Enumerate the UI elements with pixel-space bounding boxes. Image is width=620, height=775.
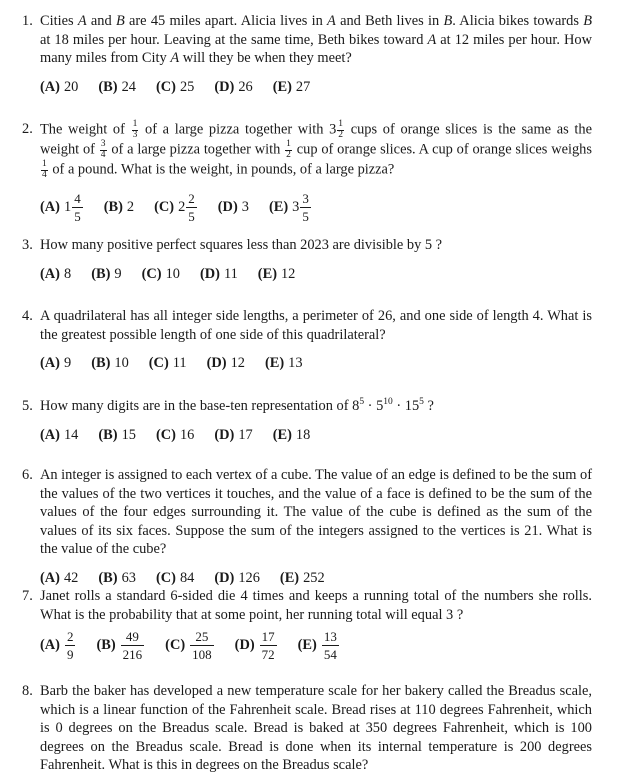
choice-d: (D) 26: [214, 78, 253, 95]
choice-b: (B) 63: [98, 569, 136, 586]
choice-b: (B) 10: [91, 355, 129, 372]
problem-7: [22, 587, 592, 661]
problem-number: 3.: [22, 237, 33, 253]
answer-choices: [40, 265, 592, 284]
choice-e: (E) 13: [264, 355, 303, 372]
fraction: $\frac{3}{4}$: [100, 139, 106, 160]
choice-b: (B) 24: [98, 78, 136, 95]
choice-a: (A) 9: [40, 355, 72, 372]
problem-text: Janet rolls a standard 6-sided die 4 times and keeps a running total of the numbers she rolls. What is the probability that at some point, her running total will equal 3 ?: [40, 588, 592, 623]
problem-text: Cities A and B are 45 miles apart. Alicia lives in A and Beth lives in B. Alicia bikes towards B at 18 miles per hour. Leaving at the same time, Beth bikes toward A at 12 miles per hour. How many miles from City A will they be when they meet?: [40, 13, 593, 67]
problem-number: 1.: [22, 13, 33, 29]
problem-1: [22, 12, 592, 96]
power-expression: $8^5 \cdot 5^{10} \cdot 15^5$: [352, 397, 424, 414]
problem-2: [22, 120, 592, 223]
choice-d: (D) 3: [217, 199, 249, 216]
fraction: $\frac{4}{5}$: [74, 191, 81, 224]
fraction: $\frac{13}{54}$: [323, 629, 337, 663]
fraction: $\frac{1}{2}$: [338, 119, 344, 140]
choice-e: (E) 27: [272, 78, 311, 95]
answer-choices: [40, 630, 592, 661]
fraction: $\frac{1}{4}$: [42, 159, 47, 180]
choice-c: (C) 10: [141, 265, 180, 282]
choice-c: (C) 11: [148, 355, 187, 372]
choice-d: (D) 17: [214, 426, 253, 443]
problem-text: Barb the baker has developed a new temperature scale for her bakery called the Breadus scale, which is a linear function of the Fahrenheit scale. Bread rises at 110 degrees Fahrenheit, which is 0 degrees on the Breadus scale. Bread is baked at 350 degrees Fahrenheit, which is 100 degrees on the Breadus scale. Bread is done when its internal temperature is 200 degrees Fahrenheit. What is this in degrees on the Breadus scale?: [40, 683, 592, 774]
choice-e: (E) 18: [272, 426, 311, 443]
problem-5: [22, 397, 592, 444]
choice-e: (E) 252: [279, 569, 325, 586]
problem-text: The weight of $\frac{1}{3}$ of a large pizza together with 3 $\frac{1}{2}$ cups of orange slices is the same as the weight of $\frac{3}{4}$ of a large pizza together with $\frac{1}{2}$ cup of orange slices. A cup of orange slices weighs $\frac{1}{4}$ of a pound. What is the weight, in pounds, of a large pizza?: [40, 119, 592, 180]
problem-number: 8.: [22, 683, 33, 699]
choice-a: (A) $\frac{2}{9}$: [40, 629, 74, 663]
fraction: $\frac{25}{108}$: [192, 629, 212, 663]
choice-b: (B) $\frac{49}{216}$: [96, 629, 143, 663]
problem-6: [22, 466, 592, 588]
fraction: $\frac{3}{5}$: [302, 191, 309, 224]
choice-a: (A) 14: [40, 426, 79, 443]
choice-a: (A) 42: [40, 569, 79, 586]
problem-text: How many positive perfect squares less than 2023 are divisible by 5 ?: [40, 237, 443, 253]
choice-a: (A) 8: [40, 265, 72, 282]
choice-d: (D) 12: [206, 355, 245, 372]
choice-e: (E) $\frac{13}{54}$: [297, 629, 337, 663]
problem-text: An integer is assigned to each vertex of a cube. The value of an edge is defined to be the sum of the values of the two vertices it touches, and the value of a face is defined to be the sum of the values of the four edges surrounding it. The value of the cube is defined as the sum of the values of its six faces. Suppose the sum of the integers assigned to the vertices is 21. What is the value of the cube?: [40, 467, 592, 558]
choice-d: (D) 126: [214, 569, 260, 586]
answer-choices: [40, 569, 592, 588]
choice-b: (B) 15: [98, 426, 136, 443]
fraction: $\frac{2}{5}$: [188, 191, 195, 224]
choice-d: (D) 11: [199, 265, 238, 282]
problem-number: 7.: [22, 588, 33, 604]
problem-number: 6.: [22, 467, 33, 483]
answer-choices: [40, 426, 592, 445]
choice-c: (C) 2 $\frac{2}{5}$: [154, 191, 195, 224]
answer-choices: [40, 354, 592, 373]
fraction: $\frac{2}{9}$: [66, 629, 74, 663]
choice-c: (C) 25: [155, 78, 195, 95]
problem-8: [22, 682, 592, 775]
problem-text: How many digits are in the base-ten representation of $8^5 \cdot 5^{10} \cdot 15^5$ ?: [40, 397, 434, 414]
choice-a: (A) 1 $\frac{4}{5}$: [40, 191, 81, 224]
answer-choices: [40, 78, 592, 97]
choice-c: (C) 84: [155, 569, 195, 586]
answer-choices: [40, 192, 592, 223]
choice-a: (A) 20: [40, 78, 79, 95]
problem-number: 5.: [22, 398, 33, 414]
fraction: $\frac{49}{216}$: [122, 629, 143, 663]
problem-text: A quadrilateral has all integer side lengths, a perimeter of 26, and one side of length 4. What is the greatest possible length of one side of this quadrilateral?: [40, 308, 592, 343]
choice-e: (E) 3 $\frac{3}{5}$: [268, 191, 309, 224]
choice-b: (B) 2: [103, 199, 135, 216]
problem-number: 2.: [22, 121, 33, 137]
problem-number: 4.: [22, 308, 33, 324]
problem-4: [22, 307, 592, 373]
choice-e: (E) 12: [257, 265, 296, 282]
choice-b: (B) 9: [91, 265, 122, 282]
problem-3: [22, 236, 592, 283]
choice-c: (C) $\frac{25}{108}$: [165, 629, 212, 663]
choice-c: (C) 16: [155, 426, 195, 443]
fraction: $\frac{1}{3}$: [132, 119, 138, 140]
choice-d: (D) $\frac{17}{72}$: [234, 629, 275, 663]
fraction: $\frac{1}{2}$: [286, 139, 291, 160]
fraction: $\frac{17}{72}$: [261, 629, 275, 663]
